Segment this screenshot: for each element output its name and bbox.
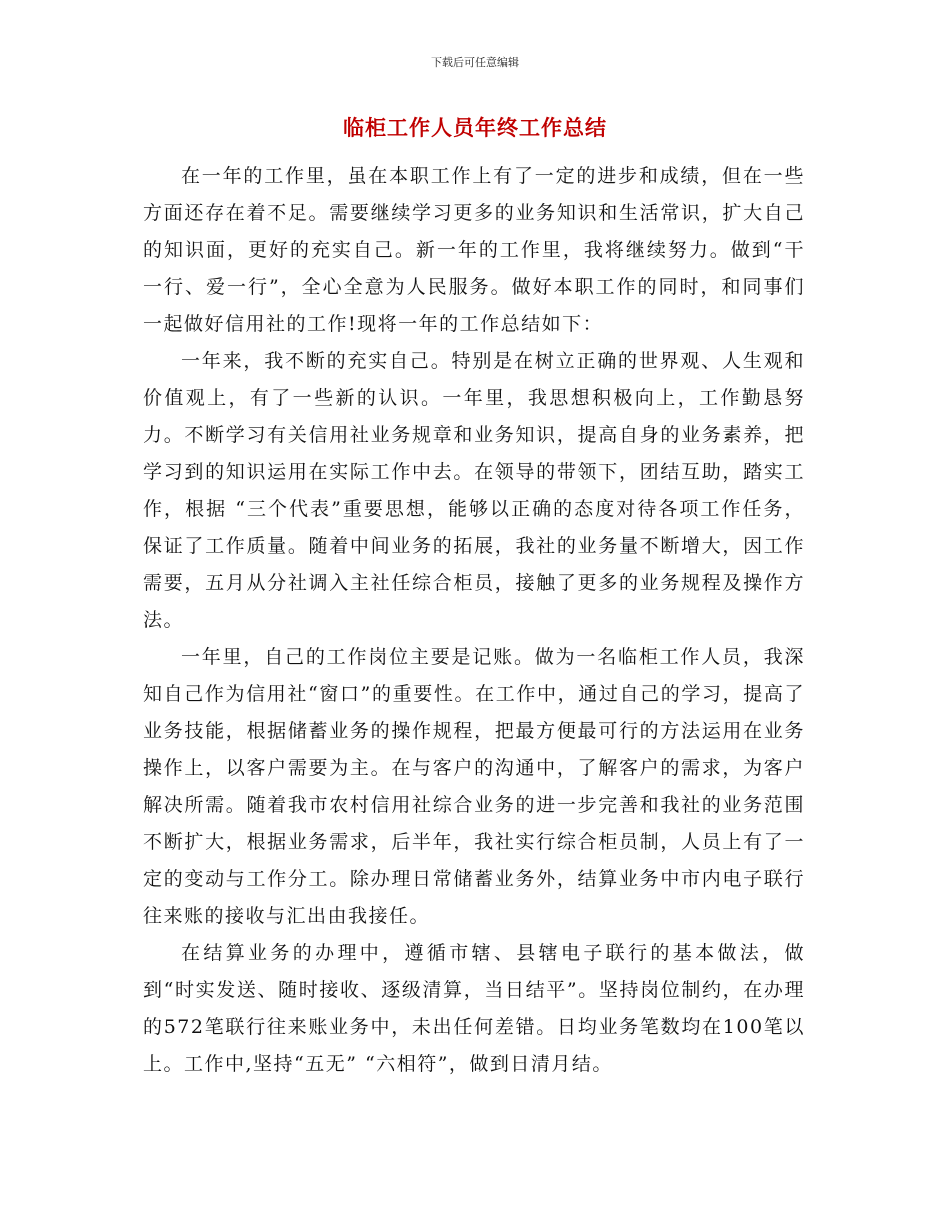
document-body	[143, 158, 805, 1083]
paragraph: 在结算业务的办理中，遵循市辖、县辖电子联行的基本做法，做到“时实发送、随时接收、逐级清算，当日结平”。坚持岗位制约，在办理的572笔联行往来账业务中，未出任何差错。日均业务笔数均在100笔以上。工作中,坚持“五无” “六相符”，做到日清月结。	[143, 942, 805, 1075]
document-title: 临柜工作人员年终工作总结	[343, 116, 607, 140]
header-note: 下载后可任意编辑	[431, 56, 519, 69]
paragraph: 一年来，我不断的充实自己。特别是在树立正确的世界观、人生观和价值观上，有了一些新的认识。一年里，我思想积极向上，工作勤恳努力。不断学习有关信用社业务规章和业务知识，提高自身的业务素养，把学习到的知识运用在实际工作中去。在领导的带领下，团结互助，踏实工作，根据 “三个代表”重要思想，能够以正确的态度对待各项工作任务，保证了工作质量。随着中间业务的拓展，我社的业务量不断增大，因工作需要，五月从分社调入主社任综合柜员，接触了更多的业务规程及操作方法。	[143, 350, 805, 631]
paragraph: 一年里，自己的工作岗位主要是记账。做为一名临柜工作人员，我深知自己作为信用社“窗口”的重要性。在工作中，通过自己的学习，提高了业务技能，根据储蓄业务的操作规程，把最方便最可行的方法运用在业务操作上，以客户需要为主。在与客户的沟通中，了解客户的需求，为客户解决所需。随着我市农村信用社综合业务的进一步完善和我社的业务范围不断扩大，根据业务需求，后半年，我社实行综合柜员制，人员上有了一定的变动与工作分工。除办理日常储蓄业务外，结算业务中市内电子联行往来账的接收与汇出由我接任。	[143, 646, 805, 927]
paragraph: 在一年的工作里，虽在本职工作上有了一定的进步和成绩，但在一些方面还存在着不足。需要继续学习更多的业务知识和生活常识，扩大自己的知识面，更好的充实自己。新一年的工作里，我将继续努力。做到“干一行、爱一行”，全心全意为人民服务。做好本职工作的同时，和同事们一起做好信用社的工作!现将一年的工作总结如下：	[143, 165, 805, 335]
